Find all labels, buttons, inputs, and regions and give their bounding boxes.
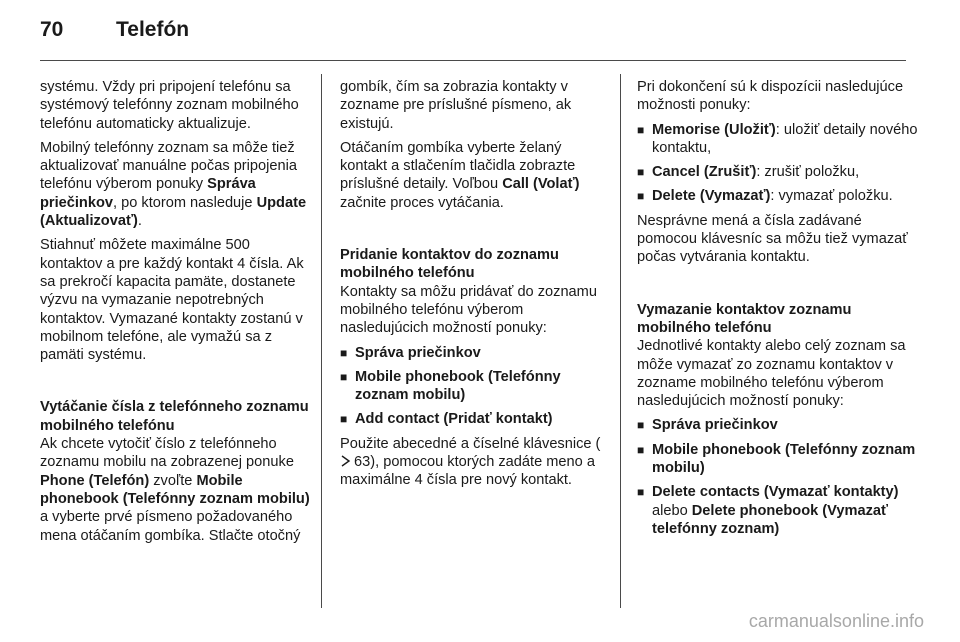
menu-ref: Update (Aktualizovať) xyxy=(40,194,307,230)
paragraph: Otáčaním gombíka vyberte želaný kontakt a stlačením tlačidla zobrazte príslušné detaily. Voľbou Call (Volať) začnite proces vytáčania. xyxy=(340,139,580,211)
paragraph: gombík, čím sa zobrazia kontakty v zozname pre príslušné písmeno, ak existujú. xyxy=(340,79,572,132)
option-list xyxy=(637,121,922,206)
section-heading: Vytáčanie čísla z telefónneho zoznamu mobilného telefónu xyxy=(40,399,309,434)
paragraph: Mobilný telefónny zoznam sa môže tiež aktualizovať manuálne počas pripojenia telefónu výberom ponuky Správa priečinkov, po ktorom nasleduje Update (Aktualizovať). xyxy=(40,139,307,230)
paragraph: Pri dokončení sú k dispozícii nasledujúce možnosti ponuky: xyxy=(637,79,904,114)
page-header xyxy=(40,18,900,48)
paragraph: systému. Vždy pri pripojení telefónu sa systémový telefónny zoznam mobilného telefónu automaticky aktualizuje. xyxy=(40,79,299,132)
bullet-list xyxy=(637,416,922,538)
column-2 xyxy=(340,78,612,496)
column-3 xyxy=(637,78,922,544)
watermark: carmanualsonline.info xyxy=(748,611,924,631)
section-heading: Pridanie kontaktov do zoznamu mobilného telefónu xyxy=(340,247,559,282)
column-divider xyxy=(321,74,322,608)
section-heading: Vymazanie kontaktov zoznamu mobilného telefónu xyxy=(637,301,852,336)
list-item: ■ Delete (Vymazať): vymazať položku. xyxy=(637,188,893,205)
arrow-reference-icon xyxy=(340,455,351,467)
paragraph: Nesprávne mená a čísla zadávané pomocou klávesníc sa môžu tiež vymazať počas vytvárania kontaktu. xyxy=(637,212,908,266)
paragraph: Jednotlivé kontakty alebo celý zoznam sa môže vymazať zo zoznamu kontaktov v zozname mobilného telefónu výberom nasledujúcich možností ponuky: xyxy=(637,338,906,410)
list-item: ■ Mobile phonebook (Telefónny zoznam mobilu) xyxy=(637,441,916,477)
list-item: ■ Mobile phonebook (Telefónny zoznam mobilu) xyxy=(340,368,561,404)
paragraph: Kontakty sa môžu pridávať do zoznamu mobilného telefónu výberom nasledujúcich možností ponuky: xyxy=(340,283,597,337)
menu-ref: Call (Volať) xyxy=(502,176,580,193)
bullet-list xyxy=(340,344,612,429)
list-item: ■ Cancel (Zrušiť): zrušiť položku, xyxy=(637,164,860,181)
list-item: ■ Add contact (Pridať kontakt) xyxy=(340,411,553,428)
header-rule xyxy=(40,60,906,61)
page-title: Telefón xyxy=(116,18,190,41)
list-item: ■ Memorise (Uložiť): uložiť detaily nového kontaktu, xyxy=(637,121,918,156)
menu-ref: Mobile phonebook (Telefónny zoznam mobilu) xyxy=(40,472,310,507)
paragraph: Použite abecedné a číselné klávesnice (63), pomocou ktorých zadáte meno a maximálne 4 čísla pre nový kontakt. xyxy=(340,435,601,489)
paragraph: Ak chcete vytočiť číslo z telefónneho zoznamu mobilu na zobrazenej ponuke Phone (Telefón) zvoľte Mobile phonebook (Telefónny zoznam mobilu) a vyberte prvé písmeno požadovaného mena otáčaním gombíka. Stlačte otočný xyxy=(40,436,310,544)
column-1 xyxy=(40,78,310,551)
paragraph: Stiahnuť môžete maximálne 500 kontaktov a pre každý kontakt 4 čísla. Ak sa prekročí kapacita pamäte, dostanete výzvu na vymazanie nepotrebných kontaktov. Vymazané kontakty zostanú v mobilnom telefóne, ale vymažú sa z pamäti systému. xyxy=(40,237,304,364)
list-item: ■ Správa priečinkov xyxy=(340,344,481,361)
list-item: ■ Správa priečinkov xyxy=(637,417,778,434)
menu-ref: Správa priečinkov xyxy=(40,176,256,211)
column-divider xyxy=(620,74,621,608)
list-item: ■ Delete contacts (Vymazať kontakty) alebo Delete phonebook (Vymazať telefónny zoznam) xyxy=(637,484,899,537)
page-reference: 63 xyxy=(354,454,371,471)
menu-ref: Phone (Telefón) xyxy=(40,472,150,489)
page-number: 70 xyxy=(40,18,64,41)
